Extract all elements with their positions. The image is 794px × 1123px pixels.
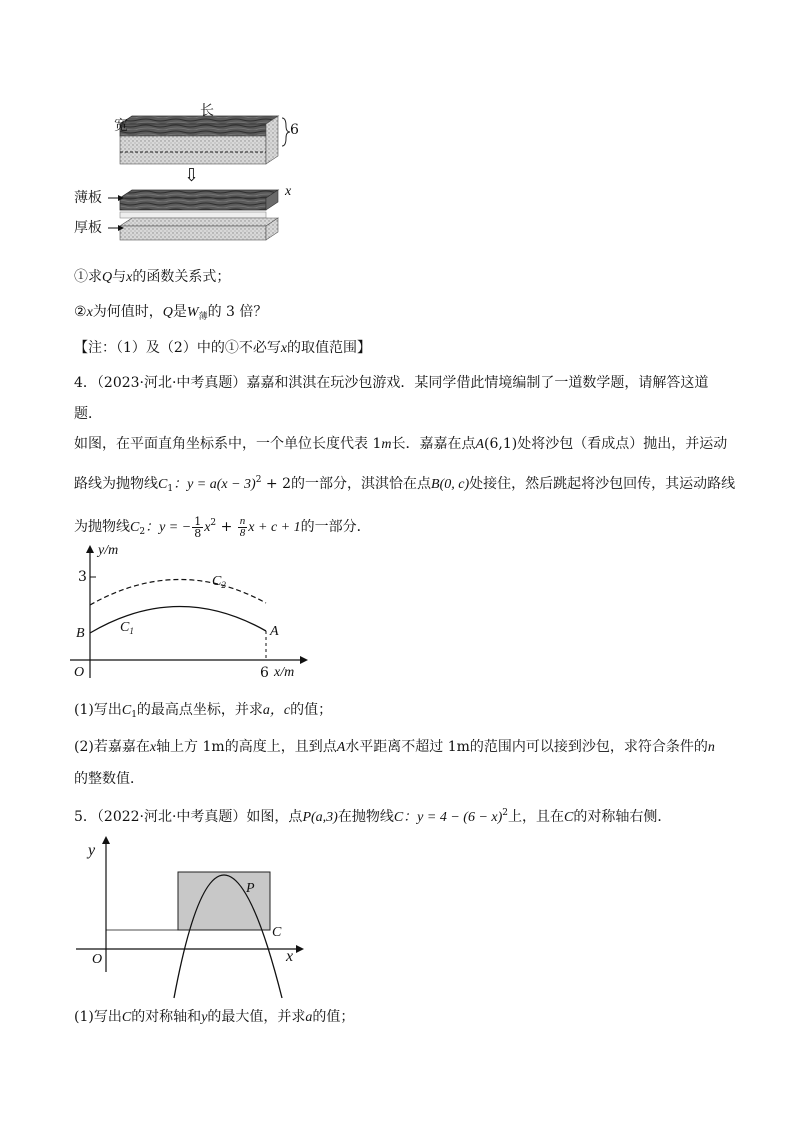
q4-line2: 路线为抛物线$C_1$：$y = a(x - 3)^2 + 2$的一部分，淇淇恰在点B(0, c)处接住，然后跳起将沙包回传，其运动路线 xyxy=(74,475,736,494)
q4-ylabel: y/m xyxy=(98,543,119,558)
q5-y-axis-arrow-icon xyxy=(102,836,110,844)
q5-x-axis-arrow-icon xyxy=(296,945,304,953)
q3-item2: ②x为何值时，Q是$W_薄$的 3 倍？ xyxy=(74,304,268,322)
q5-label-y: y xyxy=(88,842,96,859)
q4-label-c2: $C_2$ xyxy=(212,574,226,590)
q4-sub2-cont: 的整数值． xyxy=(74,771,144,787)
q5-label-p: P xyxy=(246,881,255,896)
q5-label-x: x xyxy=(286,948,294,965)
q5-graph-drawing xyxy=(70,832,310,1002)
q4-label-a: A xyxy=(270,624,279,639)
q4-x-axis-arrow-icon xyxy=(300,656,308,664)
q4-header: 4．（2023·河北·中考真题）嘉嘉和淇淇在玩沙包游戏．某同学借此情境编制了一道数学题，请解答这道 xyxy=(74,375,709,391)
q4-curve-c2 xyxy=(90,579,266,605)
q4-label-o: O xyxy=(74,665,85,680)
wood-label-thin: 薄板 xyxy=(74,190,102,206)
q4-header-cont: 题． xyxy=(74,406,102,422)
q4-label-3: 3 xyxy=(78,569,87,585)
q5-label-o: O xyxy=(92,952,103,967)
q5-graph xyxy=(70,832,310,1002)
fraction-n-8: $\frac{n}{8}$ xyxy=(239,514,246,539)
wood-label-x: x xyxy=(285,184,292,199)
wood-label-thick: 厚板 xyxy=(74,220,102,236)
wood-figure xyxy=(108,100,308,250)
q4-sub1: (1)写出$C_1$的最高点坐标，并求a，c的值； xyxy=(74,702,333,720)
q5-sub1: (1)写出C的对称轴和y的最大值，并求a的值； xyxy=(74,1009,355,1025)
q4-label-6: 6 xyxy=(260,665,269,681)
q4-sub2: (2)若嘉嘉在x轴上方 1m的高度上，且到点A水平距离不超过 1m的范围内可以接到沙包，求符合条件的n xyxy=(74,739,715,755)
q4-line1: 如图，在平面直角坐标系中，一个单位长度代表 1m长．嘉嘉在点A(6,1)处将沙包（看成点）抛出，并运动 xyxy=(74,436,728,452)
q5-header: 5．（2022·河北·中考真题）如图，点P(a,3)在抛物线C：$y = 4 - (6 - x)^2$上，且在C的对称轴右侧． xyxy=(74,808,672,825)
down-arrow-icon: ⇩ xyxy=(184,165,200,186)
q4-label-b: B xyxy=(76,626,85,641)
q3-note: 【注：（1）及（2）中的①不必写x的取值范围】 xyxy=(74,340,372,356)
q4-curve-c1 xyxy=(90,606,266,633)
q5-label-c: C xyxy=(272,925,282,940)
q4-graph-drawing xyxy=(60,543,310,683)
fraction-1-8: $\frac{1}{8}$ xyxy=(194,514,202,540)
wood-label-thickness: 6 xyxy=(290,122,299,138)
q4-y-axis-arrow-icon xyxy=(86,545,94,553)
q3-item1: ①求Q与x的函数关系式； xyxy=(74,269,231,285)
wood-label-width: 宽 xyxy=(114,118,128,134)
q4-xlabel: x/m xyxy=(274,665,295,680)
wood-label-length: 长 xyxy=(200,103,214,119)
q4-graph xyxy=(60,543,310,683)
q4-label-c1: $C_1$ xyxy=(120,620,134,636)
q4-line3: 为抛物线$C_2$：y = − $\frac{1}{8}$ $x^2$ + $\frac{n}{8}$ x + c + 1的一部分． xyxy=(74,514,371,540)
wood-figure-drawing xyxy=(108,100,308,250)
